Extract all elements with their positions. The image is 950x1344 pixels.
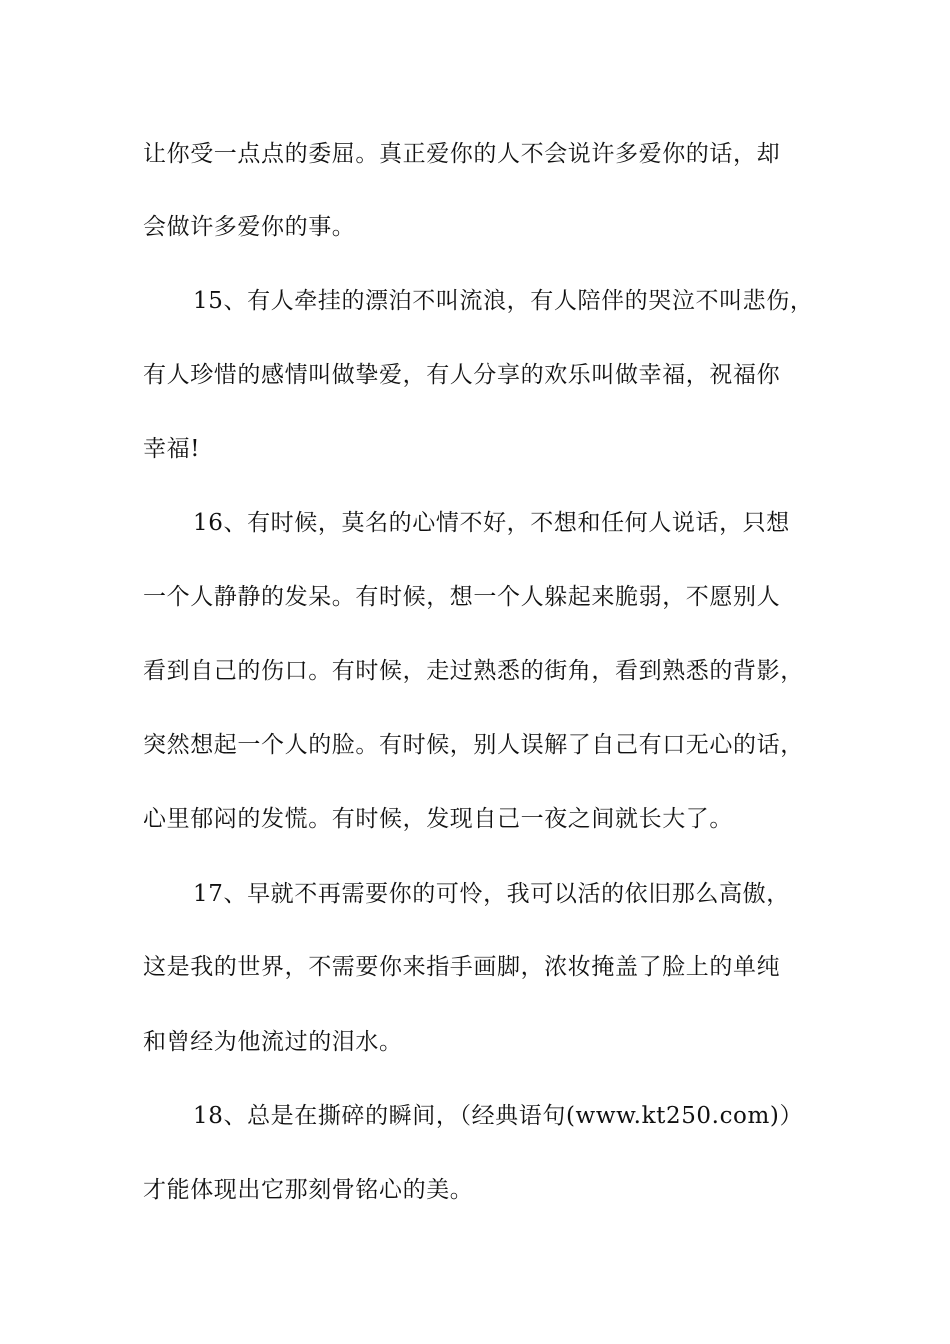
paragraph-15-start: 15、有人牵挂的漂泊不叫流浪，有人陪伴的哭泣不叫悲伤，: [193, 288, 814, 314]
paragraph-line: 和曾经为他流过的泪水。: [143, 1029, 403, 1055]
paragraph-18-start: 18、总是在撕碎的瞬间，（经典语句(www.kt250.com)）: [193, 1103, 804, 1129]
paragraph-line: 有人珍惜的感情叫做挚爱，有人分享的欢乐叫做幸福，祝福你: [143, 362, 781, 388]
paragraph-line: 幸福!: [143, 436, 201, 462]
paragraph-line: 心里郁闷的发慌。有时候，发现自己一夜之间就长大了。: [143, 806, 733, 832]
paragraph-17-start: 17、早就不再需要你的可怜，我可以活的依旧那么高傲，: [193, 881, 790, 907]
paragraph-line: 突然想起一个人的脸。有时候，别人误解了自己有口无心的话，: [143, 732, 804, 758]
paragraph-line: 才能体现出它那刻骨铭心的美。: [143, 1177, 474, 1203]
paragraph-line: 会做许多爱你的事。: [143, 214, 356, 240]
paragraph-line: 让你受一点点的委屈。真正爱你的人不会说许多爱你的话，却: [143, 141, 781, 167]
paragraph-16-start: 16、有时候，莫名的心情不好，不想和任何人说话，只想: [193, 510, 790, 536]
paragraph-line: 这是我的世界，不需要你来指手画脚，浓妆掩盖了脸上的单纯: [143, 954, 781, 980]
paragraph-line: 一个人静静的发呆。有时候，想一个人躲起来脆弱，不愿别人: [143, 584, 781, 610]
paragraph-line: 看到自己的伤口。有时候，走过熟悉的街角，看到熟悉的背影，: [143, 658, 804, 684]
